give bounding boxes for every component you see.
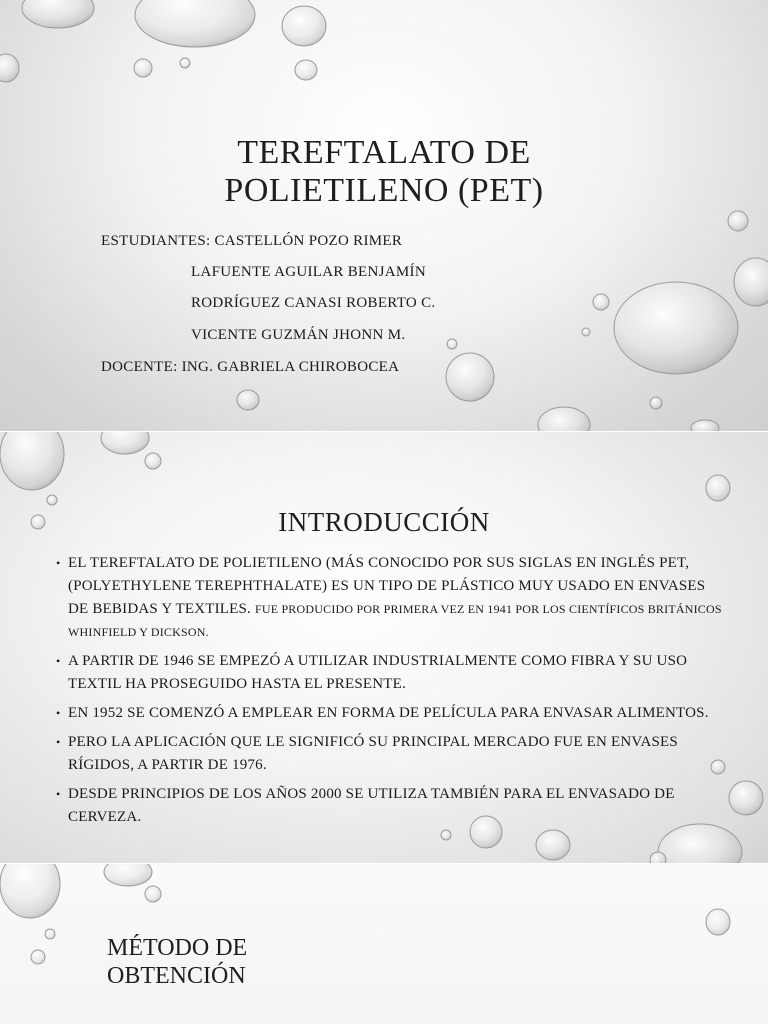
bullet-item	[58, 650, 728, 696]
students-line: ESTUDIANTES: CASTELLÓN POZO RIMER	[101, 233, 403, 249]
bullet-text: PERO LA APLICACIÓN QUE LE SIGNIFICÓ SU PRINCIPAL MERCADO FUE EN ENVASES RÍGIDOS, A PARTIR DE 1976.	[68, 734, 678, 773]
bullet-text: DESDE PRINCIPIOS DE LOS AÑOS 2000 SE UTILIZA TAMBIÉN PARA EL ENVASADO DE CERVEZA.	[68, 786, 675, 825]
bullet-icon: •	[56, 735, 61, 749]
student-name: VICENTE GUZMÁN JHONN M.	[191, 327, 406, 343]
bullet-icon: •	[56, 787, 61, 801]
bullet-item	[58, 552, 728, 644]
teacher-line: DOCENTE: ING. GABRIELA CHIROBOCEA	[101, 359, 400, 375]
bullet-icon: •	[56, 706, 61, 720]
bullet-text: EN 1952 SE COMENZÓ A EMPLEAR EN FORMA DE PELÍCULA PARA ENVASAR ALIMENTOS.	[68, 705, 709, 721]
bullet-text: EL TEREFTALATO DE POLIETILENO (MÁS CONOCIDO POR SUS SIGLAS EN INGLÉS PET, (POLYETHYLENE TEREPHTHALATE) ES UN TIPO DE PLÁSTICO MUY USADO EN ENVASES DE BEBIDAS Y TEXTILES.	[68, 555, 706, 617]
slide-title-heading	[140, 134, 628, 210]
slide-introduction	[0, 432, 768, 864]
student-name: LAFUENTE AGUILAR BENJAMÍN	[191, 264, 426, 280]
bullet-item	[58, 783, 728, 829]
student-name: RODRÍGUEZ CANASI ROBERTO C.	[191, 295, 436, 311]
bullet-icon: •	[56, 654, 61, 668]
bullet-icon: •	[56, 556, 61, 570]
bullet-text-small: FUE PRODUCIDO POR PRIMERA VEZ EN 1941 POR LOS CIENTÍFICOS BRITÁNICOS WHINFIELD Y DICKSON.	[68, 602, 722, 639]
title-line-1: TEREFTALATO DE	[237, 134, 531, 171]
title-line-2: OBTENCIÓN	[107, 963, 246, 989]
section-title	[107, 934, 247, 990]
section-title: INTRODUCCIÓN	[278, 507, 490, 537]
bullet-text: A PARTIR DE 1946 SE EMPEZÓ A UTILIZAR INDUSTRIALMENTE COMO FIBRA Y SU USO TEXTIL HA PROSEGUIDO HASTA EL PRESENTE.	[68, 653, 688, 692]
title-line-1: MÉTODO DE	[107, 935, 248, 961]
slide-method	[0, 864, 768, 1024]
slide-title	[0, 0, 768, 432]
title-line-2: POLIETILENO (PET)	[224, 172, 544, 209]
bullet-list	[58, 552, 728, 835]
bullet-item	[58, 702, 728, 725]
bullet-item	[58, 731, 728, 777]
